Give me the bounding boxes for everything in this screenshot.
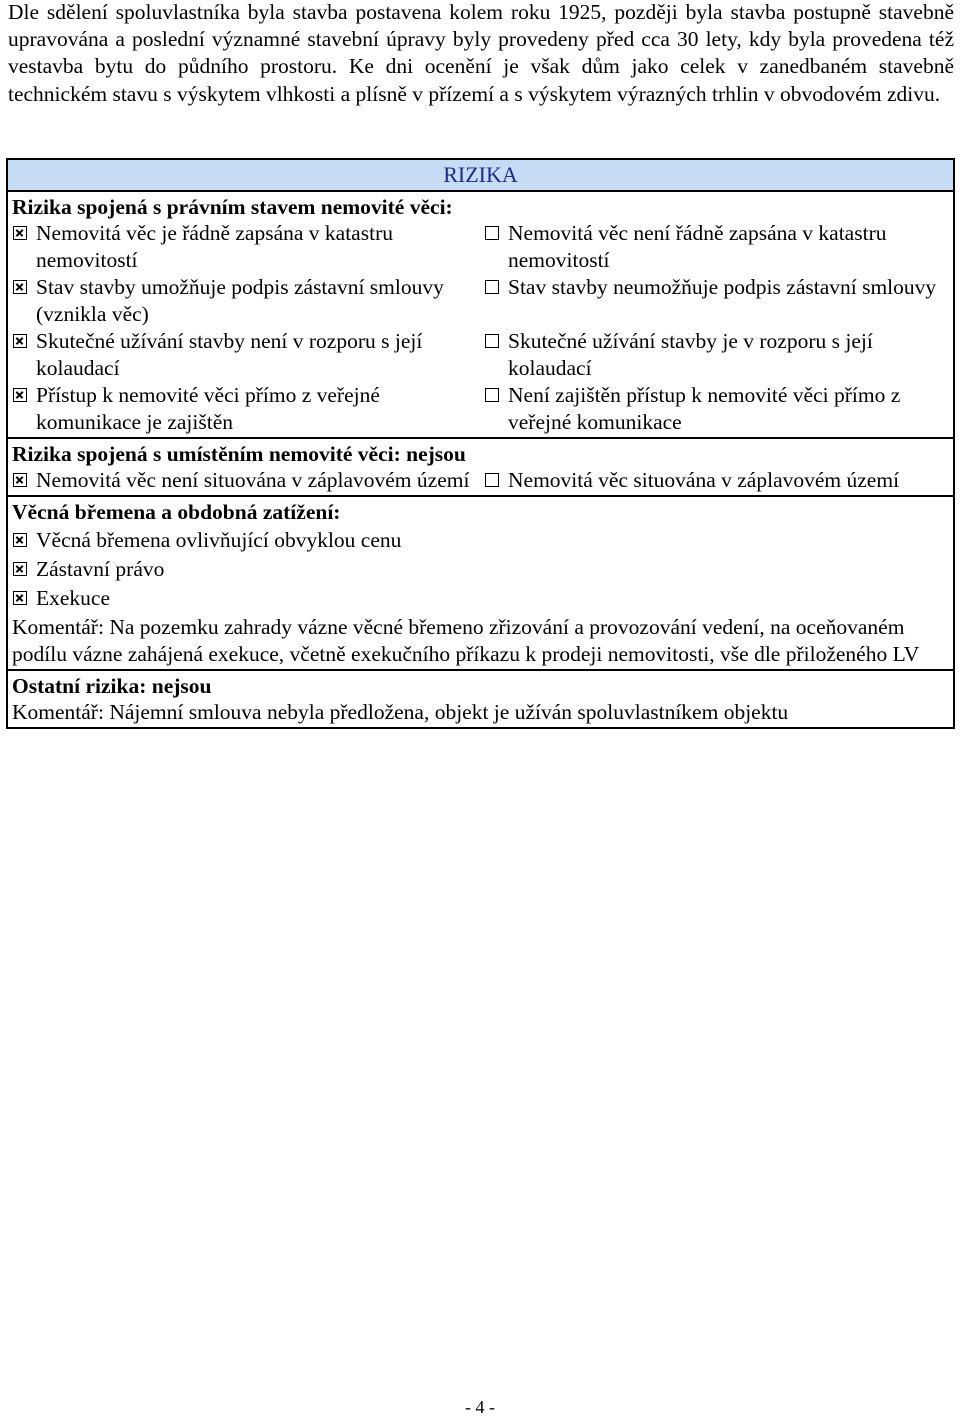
legal-option-left bbox=[12, 382, 484, 436]
legal-heading: Rizika spojená s právním stavem nemovité věci: bbox=[12, 195, 453, 219]
checkbox-empty-icon bbox=[485, 334, 499, 348]
intro-paragraph: Dle sdělení spoluvlastníka byla stavba postavena kolem roku 1925, později byla stavba postupně stavebně upravována a poslední významné stavební úpravy byly provedeny před cca 30 lety, kdy byla provedena též vestavba bytu do půdního prostoru. Ke dni ocenění je však dům jako celek v zanedbaném stavebně technickém stavu s výskytem vlhkosti a plísně v přízemí a s výskytem výrazných trhlin v obvodovém zdivu. bbox=[8, 0, 954, 106]
risk-table bbox=[6, 158, 955, 729]
option-label: Není zajištěn přístup k nemovité věci přímo z veřejné komunikace bbox=[508, 383, 901, 434]
location-row bbox=[12, 467, 949, 494]
option-label: Zástavní právo bbox=[36, 557, 165, 581]
checkbox-checked-icon bbox=[13, 226, 27, 240]
option-label: Skutečné užívání stavby je v rozporu s její kolaudací bbox=[508, 329, 873, 380]
checkbox-checked-icon bbox=[13, 334, 27, 348]
option-label: Exekuce bbox=[36, 586, 111, 610]
risk-title-row bbox=[7, 159, 954, 191]
legal-row bbox=[12, 382, 949, 436]
legal-section bbox=[7, 191, 954, 438]
option-label: Stav stavby umožňuje podpis zástavní smlouvy (vznikla věc) bbox=[36, 275, 444, 326]
checkbox-empty-icon bbox=[485, 280, 499, 294]
easements-heading: Věcná břemena a obdobná zatížení: bbox=[12, 500, 341, 524]
option-label: Nemovitá věc je řádně zapsána v katastru nemovitostí bbox=[36, 221, 393, 272]
easements-comment: Komentář: Na pozemku zahrady vázne věcné břemeno zřizování a provozování vedení, na oceňovaném podílu vázne zahájená exekuce, včetně exekučního příkazu k prodeji nemovitosti, vše dle přiloženého LV bbox=[12, 615, 920, 666]
option-label: Nemovitá věc není řádně zapsána v katastru nemovitostí bbox=[508, 221, 887, 272]
option-label: Věcná břemena ovlivňující obvyklou cenu bbox=[36, 528, 402, 552]
legal-row bbox=[12, 220, 949, 274]
location-section bbox=[7, 438, 954, 496]
checkbox-checked-icon bbox=[13, 533, 27, 547]
legal-option-right bbox=[484, 382, 946, 436]
option-label: Nemovitá věc není situována v záplavovém území bbox=[36, 468, 470, 492]
option-label: Skutečné užívání stavby není v rozporu s její kolaudací bbox=[36, 329, 423, 380]
easement-item bbox=[12, 556, 949, 583]
legal-row bbox=[12, 274, 949, 328]
option-label: Stav stavby neumožňuje podpis zástavní smlouvy bbox=[508, 275, 937, 299]
legal-option-left bbox=[12, 274, 484, 328]
checkbox-checked-icon bbox=[13, 473, 27, 487]
easement-item bbox=[12, 585, 949, 612]
legal-option-left bbox=[12, 328, 484, 382]
checkbox-empty-icon bbox=[485, 226, 499, 240]
location-heading: Rizika spojená s umístěním nemovité věci: nejsou bbox=[12, 442, 466, 466]
legal-option-right bbox=[484, 328, 946, 382]
other-comment: Komentář: Nájemní smlouva nebyla předložena, objekt je užíván spoluvlastníkem objektu bbox=[12, 700, 789, 724]
legal-option-right bbox=[484, 274, 946, 328]
checkbox-checked-icon bbox=[13, 562, 27, 576]
location-option-left bbox=[12, 467, 484, 494]
option-label: Nemovitá věc situována v záplavovém území bbox=[508, 468, 900, 492]
option-label: Přístup k nemovité věci přímo z veřejné komunikace je zajištěn bbox=[36, 383, 380, 434]
other-heading: Ostatní rizika: nejsou bbox=[12, 674, 212, 698]
easements-section bbox=[7, 496, 954, 670]
legal-option-left bbox=[12, 220, 484, 274]
legal-option-right bbox=[484, 220, 946, 274]
checkbox-checked-icon bbox=[13, 280, 27, 294]
legal-row bbox=[12, 328, 949, 382]
checkbox-empty-icon bbox=[485, 388, 499, 402]
page-number: - 4 - bbox=[465, 1397, 495, 1417]
easement-item bbox=[12, 527, 949, 554]
checkbox-empty-icon bbox=[485, 473, 499, 487]
checkbox-checked-icon bbox=[13, 388, 27, 402]
risk-title: RIZIKA bbox=[7, 159, 954, 191]
location-option-right bbox=[484, 467, 946, 494]
other-section bbox=[7, 670, 954, 728]
checkbox-checked-icon bbox=[13, 591, 27, 605]
